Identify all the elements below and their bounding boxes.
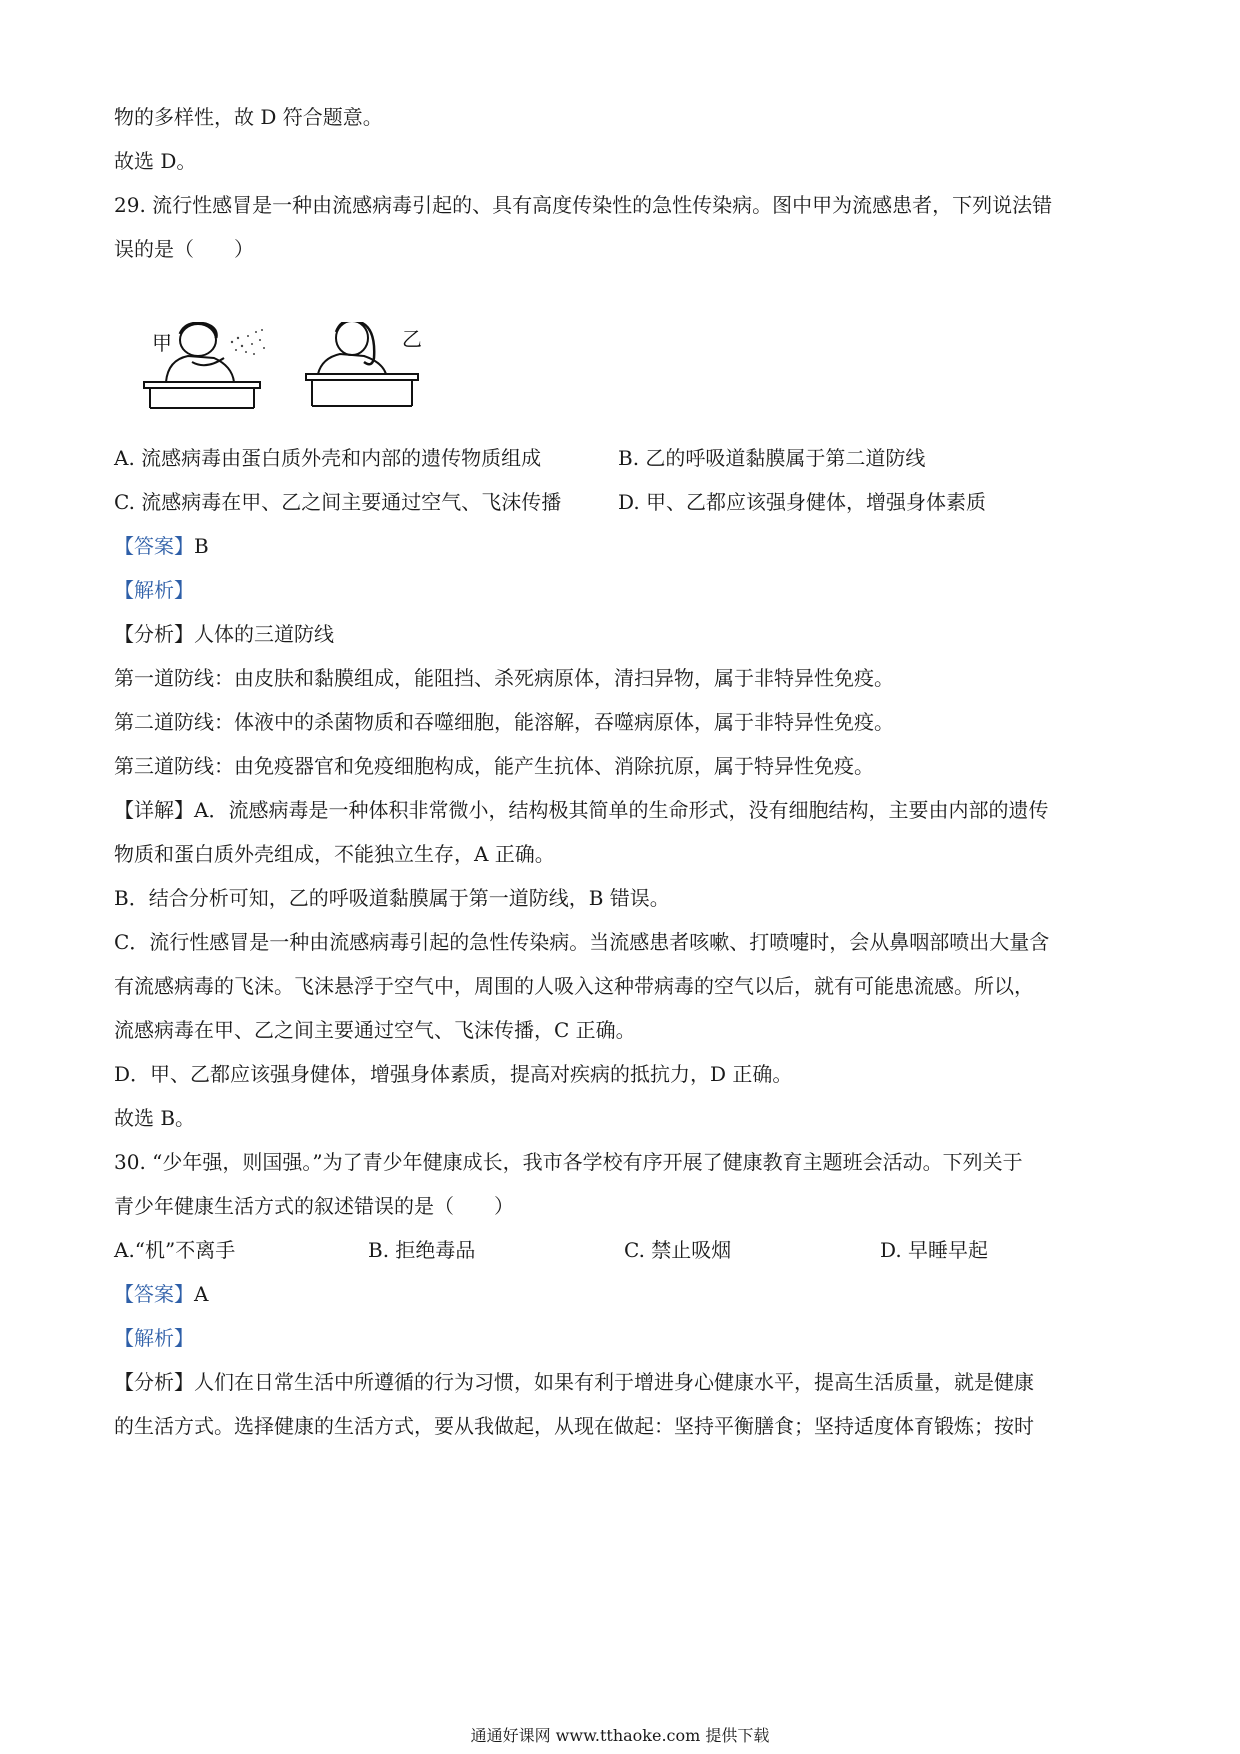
- desk-jia: [144, 382, 260, 388]
- analysis-tag-30: 【解析】: [114, 1326, 194, 1350]
- fenxi-text: 人们在日常生活中所遵循的行为习惯，如果有利于增进身心健康水平，提高生活质量，就是健康: [194, 1370, 1034, 1394]
- text-line: 第三道防线：由免疫器官和免疫细胞构成，能产生抗体、消除抗原，属于特异性免疫。: [114, 754, 874, 778]
- text-line: D．甲、乙都应该强身健体，增强身体素质，提高对疾病的抵抗力，D 正确。: [114, 1062, 793, 1086]
- question-30-stem-cont: 青少年健康生活方式的叙述错误的是（ ）: [114, 1194, 514, 1218]
- option-30-a: A.“机”不离手: [114, 1238, 236, 1262]
- answer-tag: 【答案】: [114, 1282, 194, 1306]
- question-30-stem: 30. “少年强，则国强。”为了青少年健康成长，我市各学校有序开展了健康教育主题班会活动。下列关于: [114, 1150, 1023, 1174]
- boy-body: [166, 356, 234, 382]
- question-29-figure: [136, 322, 476, 462]
- answer-30: [114, 1281, 208, 1307]
- sneeze-droplets: [231, 329, 265, 355]
- analysis-tag-29: 【解析】: [114, 578, 194, 602]
- girl-head: [336, 322, 368, 355]
- option-29-b: B. 乙的呼吸道黏膜属于第二道防线: [618, 446, 926, 470]
- answer-value: B: [194, 534, 209, 558]
- option-30-b: B. 拒绝毒品: [368, 1238, 476, 1262]
- option-29-d: D. 甲、乙都应该强身健体，增强身体素质: [618, 490, 987, 514]
- detail-a: [114, 797, 1048, 823]
- question-29-stem: 29. 流行性感冒是一种由流感病毒引起的、具有高度传染性的急性传染病。图中甲为流感患者，下列说法错: [114, 193, 1053, 217]
- page-footer: 通通好课网 www.tthaoke.com 提供下载: [470, 1726, 770, 1745]
- desk-yi: [306, 374, 418, 380]
- answer-29: [114, 533, 209, 559]
- text-line: B．结合分析可知，乙的呼吸道黏膜属于第一道防线，B 错误。: [114, 886, 670, 910]
- text-line: 物的多样性，故 D 符合题意。: [114, 105, 383, 129]
- fenxi-29: [114, 621, 334, 647]
- answer-value: A: [194, 1282, 209, 1306]
- flu-illustration: [136, 322, 476, 462]
- text-line: 第一道防线：由皮肤和黏膜组成，能阻挡、杀死病原体，清扫异物，属于非特异性免疫。: [114, 666, 894, 690]
- fenxi-30: [114, 1369, 1034, 1395]
- detail-text: A．流感病毒是一种体积非常微小，结构极其简单的生命形式，没有细胞结构，主要由内部的遗传: [194, 798, 1049, 822]
- option-29-c: C. 流感病毒在甲、乙之间主要通过空气、飞沫传播: [114, 490, 562, 514]
- text-line: 故选 D。: [114, 149, 197, 173]
- girl-body: [318, 354, 386, 374]
- fenxi-tag: 【分析】: [114, 622, 194, 646]
- option-30-c: C. 禁止吸烟: [624, 1238, 732, 1262]
- question-29-stem-cont: 误的是（ ）: [114, 237, 254, 261]
- text-line: 故选 B。: [114, 1106, 196, 1130]
- text-line: 第二道防线：体液中的杀菌物质和吞噬细胞，能溶解，吞噬病原体，属于非特异性免疫。: [114, 710, 894, 734]
- option-30-d: D. 早睡早起: [880, 1238, 989, 1262]
- option-29-a: A. 流感病毒由蛋白质外壳和内部的遗传物质组成: [114, 446, 542, 470]
- detail-tag: 【详解】: [114, 798, 194, 822]
- boy-head: [180, 324, 216, 356]
- text-line: 有流感病毒的飞沫。飞沫悬浮于空气中，周围的人吸入这种带病毒的空气以后，就有可能患流感。所以，: [114, 974, 1034, 998]
- label-jia: 甲: [152, 331, 172, 355]
- text-line: C．流行性感冒是一种由流感病毒引起的急性传染病。当流感患者咳嗽、打喷嚏时，会从鼻咽部喷出大量含: [114, 930, 1050, 954]
- text-line: 的生活方式。选择健康的生活方式，要从我做起，从现在做起：坚持平衡膳食；坚持适度体育锻炼；按时: [114, 1414, 1034, 1438]
- text-line: 物质和蛋白质外壳组成，不能独立生存，A 正确。: [114, 842, 555, 866]
- fenxi-text: 人体的三道防线: [194, 622, 334, 646]
- answer-tag: 【答案】: [114, 534, 194, 558]
- label-yi: 乙: [402, 327, 422, 351]
- text-line: 流感病毒在甲、乙之间主要通过空气、飞沫传播，C 正确。: [114, 1018, 636, 1042]
- fenxi-tag: 【分析】: [114, 1370, 194, 1394]
